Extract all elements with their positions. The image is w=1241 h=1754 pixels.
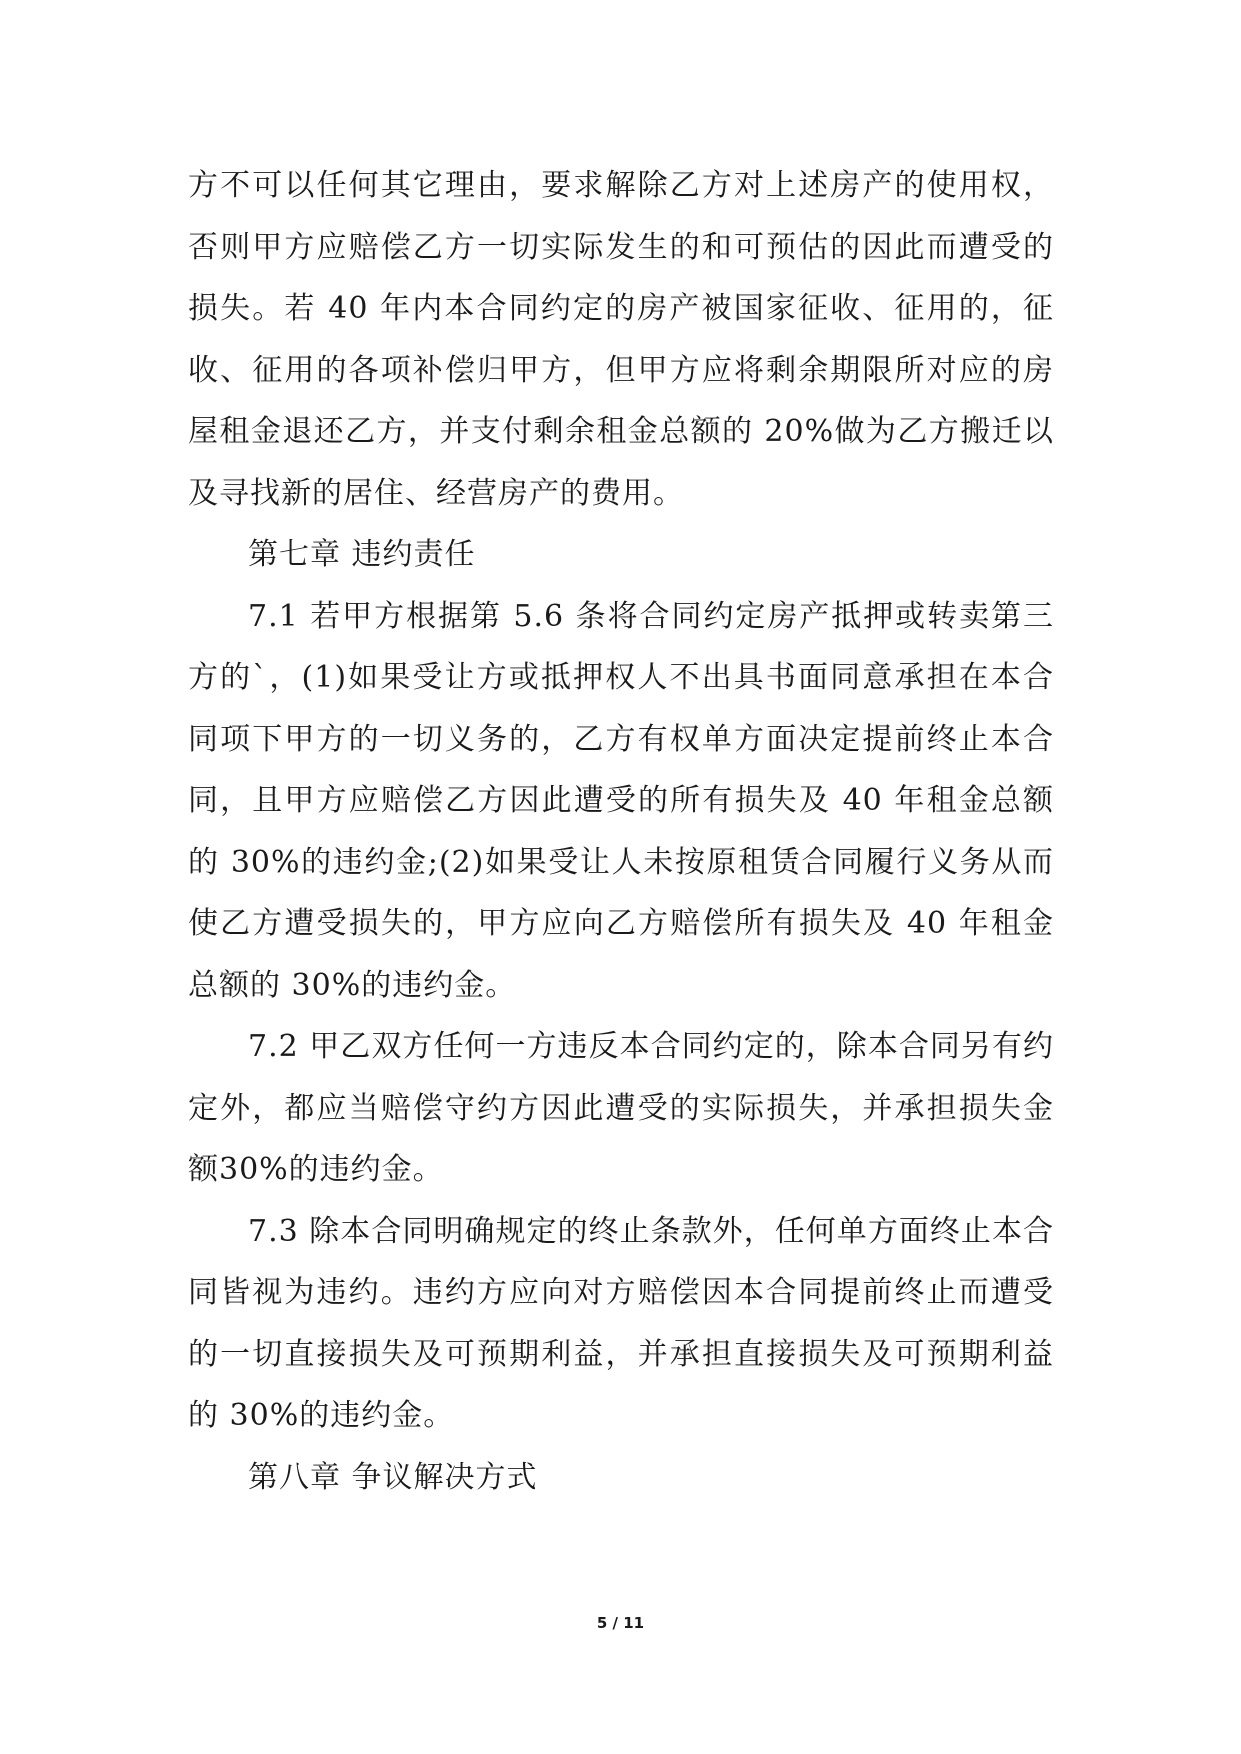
clause-7-3: 7.3 除本合同明确规定的终止条款外，任何单方面终止本合同皆视为违约。违约方应向对方赔偿因本合同提前终止而遭受的一切直接损失及可预期利益，并承担直接损失及可预期利益的 30%的违约金。 (188, 1213, 1054, 1433)
chapter-heading-7: 第七章 违约责任 (248, 537, 476, 572)
paragraph-continuation: 方不可以任何其它理由，要求解除乙方对上述房产的使用权，否则甲方应赔偿乙方一切实际发生的和可预估的因此而遭受的损失。若 40 年内本合同约定的房产被国家征收、征用的，征收、征用的各项补偿归甲方，但甲方应将剩余期限所对应的房屋租金退还乙方，并支付剩余租金总额的 20%做为乙方搬迁以及寻找新的居住、经营房产的费用。 (188, 168, 1054, 511)
document-body (188, 155, 1054, 1508)
clause-7-1: 7.1 若甲方根据第 5.6 条将合同约定房产抵押或转卖第三方的`，(1)如果受让方或抵押权人不出具书面同意承担在本合同项下甲方的一切义务的，乙方有权单方面决定提前终止本合同，且甲方应赔偿乙方因此遭受的所有损失及 40 年租金总额的 30%的违约金;(2)如果受让人未按原租赁合同履行义务从而使乙方遭受损失的，甲方应向乙方赔偿所有损失及 40 年租金总额的 30%的违约金。 (188, 598, 1054, 1003)
chapter-heading-8: 第八章 争议解决方式 (248, 1459, 538, 1495)
clause-7-2: 7.2 甲乙双方任何一方违反本合同约定的，除本合同另有约定外，都应当赔偿守约方因此遭受的实际损失，并承担损失金额30%的违约金。 (188, 1029, 1054, 1187)
page-number: 5 / 11 (596, 1614, 645, 1632)
